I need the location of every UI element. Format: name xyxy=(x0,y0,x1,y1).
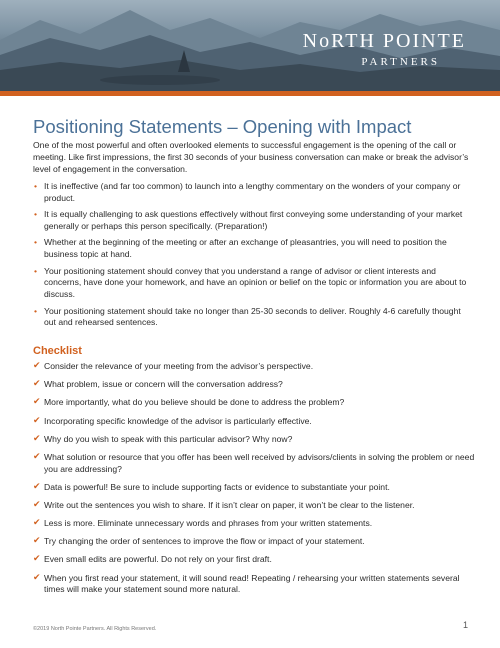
bullet-icon: • xyxy=(34,305,38,316)
checklist-item-text: What solution or resource that you offer has been well received by advisors/clients in solving the problem or need you are addressing? xyxy=(44,451,475,474)
page-title: Positioning Statements – Opening with Impact xyxy=(33,116,412,137)
checkmark-icon: ✔ xyxy=(33,498,41,509)
checklist xyxy=(33,361,478,602)
checklist-item-text: What problem, issue or concern will the conversation address? xyxy=(44,379,283,390)
accent-divider xyxy=(0,91,500,96)
checklist-item-text: More importantly, what do you believe should be done to address the problem? xyxy=(44,397,345,408)
list-item-text: Your positioning statement should convey that you understand a range of advisor or client interests and concerns, have done your homework, and have an opinion or belief on the topic or information you are about to discuss. xyxy=(44,265,467,300)
checklist-item-text: Less is more. Eliminate unnecessary words and phrases from your written statements. xyxy=(44,518,373,529)
checkmark-icon: ✔ xyxy=(33,396,41,407)
checkmark-icon: ✔ xyxy=(33,571,41,582)
checklist-item-text: Try changing the order of sentences to improve the flow or impact of your statement. xyxy=(44,536,365,547)
list-item-text: Whether at the beginning of the meeting or after an exchange of pleasantries, you will need to position the business topic at hand. xyxy=(44,237,447,260)
checklist-item xyxy=(33,434,478,446)
checklist-item xyxy=(33,518,478,530)
list-item xyxy=(33,266,473,301)
brand-logo-name: NoRTH POINTE xyxy=(302,30,466,52)
page-number: 1 xyxy=(463,620,469,630)
brand-logo-subtitle: PARTNERS xyxy=(361,56,440,68)
checklist-item xyxy=(33,379,478,391)
list-item-text: It is equally challenging to ask questions effectively without first conveying some understanding of your market generally or perhaps this person specifically. (Preparation!) xyxy=(44,209,463,231)
checklist-item xyxy=(33,397,478,409)
checkmark-icon: ✔ xyxy=(33,480,41,491)
checklist-item-text: Even small edits are powerful. Do not rely on your first draft. xyxy=(44,554,272,565)
checklist-heading: Checklist xyxy=(33,345,82,357)
header-banner xyxy=(0,0,500,91)
checkmark-icon: ✔ xyxy=(33,414,41,425)
key-points-list xyxy=(33,181,473,334)
checklist-item xyxy=(33,482,478,494)
list-item xyxy=(33,237,473,261)
bullet-icon: • xyxy=(34,237,38,248)
copyright-notice: ©2019 North Pointe Partners. All Rights Reserved. xyxy=(33,626,157,632)
checklist-item xyxy=(33,554,478,566)
bullet-icon: • xyxy=(34,181,38,191)
list-item xyxy=(33,306,473,330)
checklist-item xyxy=(33,361,478,373)
checklist-item-text: When you first read your statement, it will sound read! Repeating / rehearsing your written statements several times will make your statement sound more natural. xyxy=(44,572,460,595)
checkmark-icon: ✔ xyxy=(33,378,41,389)
checklist-item xyxy=(33,536,478,548)
checklist-item-text: Data is powerful! Be sure to include supporting facts or evidence to substantiate your point. xyxy=(44,481,390,492)
checkmark-icon: ✔ xyxy=(33,450,41,461)
checkmark-icon: ✔ xyxy=(33,360,41,370)
list-item-text: Your positioning statement should take no longer than 25-30 seconds to deliver. Roughly 4-6 carefully thought out and rehearsed sentences. xyxy=(44,305,461,328)
list-item xyxy=(33,209,473,233)
checklist-item xyxy=(33,416,478,428)
checklist-item xyxy=(33,573,478,596)
intro-paragraph: One of the most powerful and often overlooked elements to successful engagement is the opening of the call or meeting. Like first impressions, the first 30 seconds of your business conversation can make or break the advisor’s level of engagement in the conversation. xyxy=(33,140,469,174)
checkmark-icon: ✔ xyxy=(33,553,41,564)
bullet-icon: • xyxy=(34,265,38,276)
checklist-item-text: Write out the sentences you wish to share. If it isn’t clear on paper, it won’t be clear to the listener. xyxy=(44,499,415,510)
checklist-item-text: Incorporating specific knowledge of the advisor is particularly effective. xyxy=(44,415,312,426)
list-item xyxy=(33,181,473,205)
checklist-item-text: Why do you wish to speak with this particular advisor? Why now? xyxy=(44,433,293,444)
checkmark-icon: ✔ xyxy=(33,535,41,546)
list-item-text: It is ineffective (and far too common) to launch into a lengthy commentary on the wonders of your company or product. xyxy=(44,181,461,203)
checklist-item xyxy=(33,500,478,512)
checkmark-icon: ✔ xyxy=(33,432,41,443)
bullet-icon: • xyxy=(34,209,38,220)
checklist-item-text: Consider the relevance of your meeting from the advisor’s perspective. xyxy=(44,361,314,371)
checkmark-icon: ✔ xyxy=(33,517,41,528)
checklist-item xyxy=(33,452,478,475)
